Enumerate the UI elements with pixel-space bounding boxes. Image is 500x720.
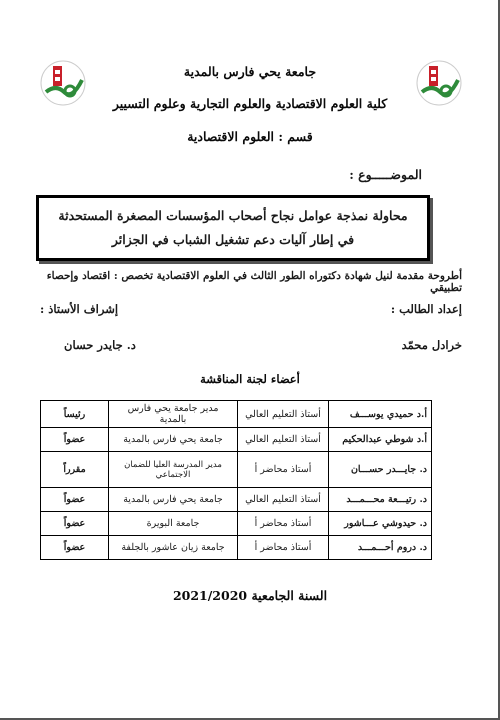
member-institution: مدير جامعة يحي فارس بالمدية bbox=[109, 401, 238, 428]
table-row bbox=[41, 488, 432, 512]
member-rank: أستاذ محاضر أ bbox=[238, 452, 329, 488]
subject-label: الموضـــــوع : bbox=[349, 167, 422, 182]
member-role: مقرراً bbox=[41, 452, 109, 488]
member-institution: جامعة زيان عاشور بالجلفة bbox=[109, 536, 238, 560]
thesis-title-box bbox=[36, 195, 430, 261]
member-name: د. دروم أحـــمـــد bbox=[329, 536, 432, 560]
department-name: قسم : العلوم الاقتصادية bbox=[187, 129, 313, 144]
thesis-description: أطروحة مقدمة لنيل شهادة دكتوراه الطور الثالث في العلوم الاقتصادية تخصص : اقتصاد وإحصاء تطبيقي bbox=[46, 270, 462, 294]
thesis-title: محاولة نمذجة عوامل نجاح أصحاب المؤسسات المصغرة المستحدثة في إطار آليات دعم تشغيل الشباب في الجزائر bbox=[58, 208, 408, 247]
member-name: د. رتيـــعة محـــمـــد bbox=[329, 488, 432, 512]
table-row bbox=[41, 452, 432, 488]
member-role: عضواً bbox=[41, 488, 109, 512]
committee-table bbox=[40, 400, 432, 560]
faculty-name: كلية العلوم الاقتصادية والعلوم التجارية وعلوم التسيير bbox=[112, 96, 388, 111]
member-role: عضواً bbox=[41, 512, 109, 536]
member-name: أ.د حميدي يوســـف bbox=[329, 401, 432, 428]
member-rank: أستاذ التعليم العالي bbox=[238, 401, 329, 428]
table-row bbox=[41, 428, 432, 452]
member-institution: جامعة البويرة bbox=[109, 512, 238, 536]
academic-year: السنة الجامعية 2021/2020 bbox=[172, 588, 328, 603]
member-role: رئيساً bbox=[41, 401, 109, 428]
table-row bbox=[41, 401, 432, 428]
supervision-label: إشراف الأستاذ : bbox=[40, 302, 119, 316]
university-name: جامعة يحي فارس بالمدية bbox=[183, 64, 317, 79]
supervisor-name: د. جايدر حسان bbox=[64, 338, 136, 352]
table-row bbox=[41, 512, 432, 536]
member-rank: أستاذ محاضر أ bbox=[238, 512, 329, 536]
member-name: أ.د شوطي عبدالحكيم bbox=[329, 428, 432, 452]
student-name: خرادل محمّد bbox=[401, 338, 462, 352]
member-rank: أستاذ التعليم العالي bbox=[238, 428, 329, 452]
member-rank: أستاذ محاضر أ bbox=[238, 536, 329, 560]
member-name: د. حيدوشي عـــاشور bbox=[329, 512, 432, 536]
table-row bbox=[41, 536, 432, 560]
member-institution: مدير المدرسة العليا للضمان الاجتماعي bbox=[109, 452, 238, 488]
committee-title: أعضاء لجنة المناقشة bbox=[200, 372, 300, 386]
member-role: عضواً bbox=[41, 536, 109, 560]
member-institution: جامعة يحي فارس بالمدية bbox=[109, 488, 238, 512]
member-institution: جامعة يحي فارس بالمدية bbox=[109, 428, 238, 452]
member-role: عضواً bbox=[41, 428, 109, 452]
member-rank: أستاذ التعليم العالي bbox=[238, 488, 329, 512]
member-name: د. جايـــدر حســـان bbox=[329, 452, 432, 488]
prepared-by-label: إعداد الطالب : bbox=[390, 302, 462, 316]
